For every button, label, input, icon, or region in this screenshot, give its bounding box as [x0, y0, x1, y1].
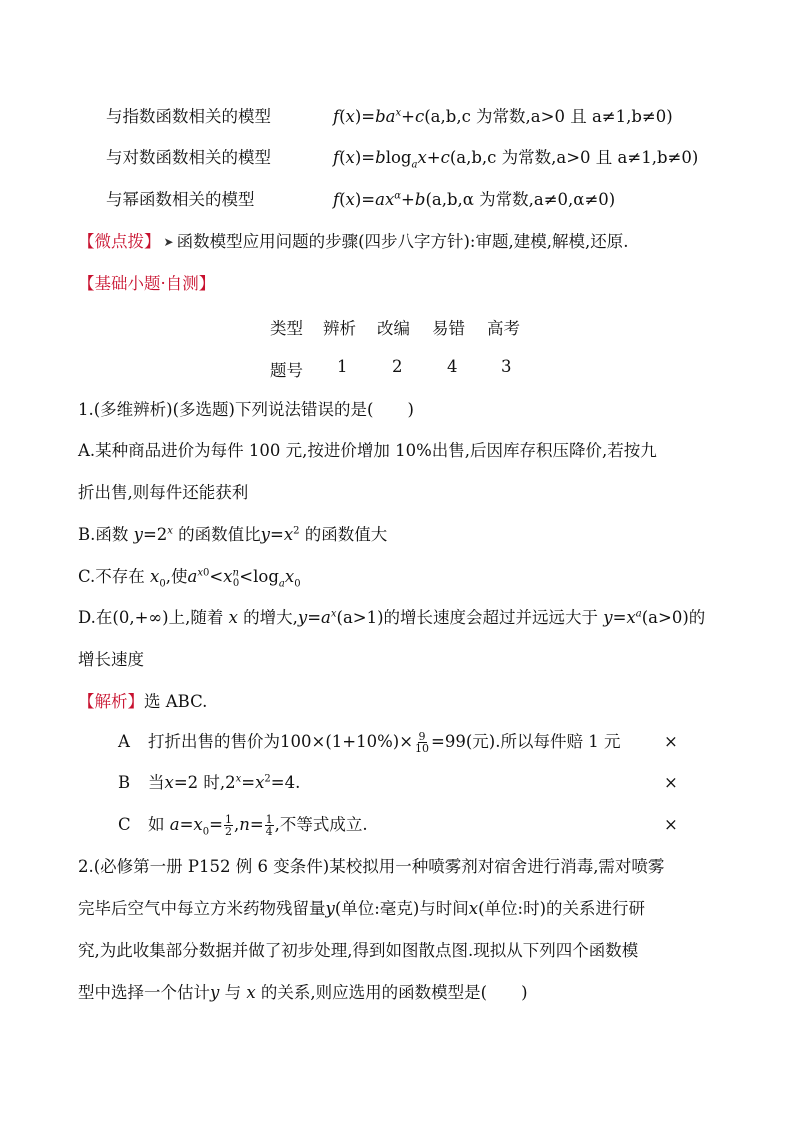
- fraction: $\frac{1}{4}$: [265, 813, 273, 838]
- basics-header-cell: 易错: [432, 319, 465, 338]
- q1-option-a-line1: A.某种商品进价为每件 100 元,按进价增加 10%出售,后因库存积压降价,若按九: [78, 441, 657, 460]
- basics-row-label: 题号: [270, 361, 303, 380]
- analysis-line: [78, 691, 207, 713]
- q1-option-a-line2: 折出售,则每件还能获利: [78, 483, 249, 502]
- q2-line3: 究,为此收集部分数据并做了初步处理,得到如图散点图.现拟从下列四个函数模: [78, 941, 639, 960]
- fraction: $\frac{9}{10}$: [415, 730, 430, 755]
- basics-header-cell: 高考: [487, 319, 520, 338]
- fraction: $\frac{1}{2}$: [224, 813, 232, 838]
- play-arrow-icon: ➤: [163, 235, 174, 249]
- q2-line1: 2.(必修第一册 P152 例 6 变条件)某校拟用一种喷雾剂对宿舍进行消毒,需对喷雾: [78, 857, 665, 876]
- model-exp-formula: $f(x)=ba^x+c(a,b,c$ 为常数,a>0 且 a≠1,b≠0): [333, 107, 673, 126]
- q2-line4: 型中选择一个估计y 与 x 的关系,则应选用的函数模型是( ): [78, 983, 528, 1002]
- analysis-mark-a: ×: [664, 732, 678, 751]
- analysis-mark-b: ×: [664, 773, 678, 792]
- model-log-condition: (a,b,c 为常数,a>0 且 a≠1,b≠0): [449, 148, 699, 167]
- q1-option-d-line1: D.在(0,+∞)上,随着 x 的增大$,y=a^x(a>1)$的增长速度会超过并远远大于 $y=x^a(a>0)$的: [78, 608, 706, 627]
- basics-header-cell: 类型: [270, 319, 303, 338]
- model-log-formula: f(x)=blog$_a$x+c(a,b,c 为常数,a>0 且 a≠1,b≠0): [333, 148, 699, 171]
- analysis-answer: 选 ABC.: [144, 692, 208, 711]
- analysis-mark-c: ×: [664, 815, 678, 834]
- model-exp-condition: (a,b,c 为常数,a>0 且 a≠1,b≠0): [424, 107, 673, 126]
- model-pow-name: 与幂函数相关的模型: [106, 190, 255, 209]
- q1-option-c: C.不存在 $x_0$,使$a^{x0}<x^n_0<\log_ax_0$: [78, 567, 301, 590]
- tip-label: 【微点拨】: [78, 232, 161, 251]
- q2-line2: 完毕后空气中每立方米药物残留量y(单位:毫克)与时间x(单位:时)的关系进行研: [78, 899, 646, 918]
- model-pow-formula: $f(x)=ax^\alpha+b(a,b,\alpha$ 为常数,a≠0,α≠0): [333, 190, 616, 209]
- q1-option-b: B.函数 $y=2^x$ 的函数值比$y=x^2$ 的函数值大: [78, 525, 388, 544]
- basics-header-cell: 辨析: [323, 319, 356, 338]
- tip-line: [78, 231, 628, 253]
- q1-option-d-line2: 增长速度: [78, 650, 144, 669]
- model-log-name: 与对数函数相关的模型: [106, 148, 271, 167]
- basics-header-cell: 改编: [377, 319, 410, 338]
- analysis-row-c: C 如 $a=x_0=$ $\frac{1}{2}$ ,n= $\frac{1}{4}$ ,不等式成立.: [118, 813, 368, 838]
- basics-cell: 1: [337, 357, 348, 376]
- q1-stem: 1.(多维辨析)(多选题)下列说法错误的是( ): [78, 400, 414, 419]
- tip-text: 函数模型应用问题的步骤(四步八字方针):审题,建模,解模,还原.: [176, 232, 629, 251]
- basics-cell: 3: [501, 357, 512, 376]
- basics-cell: 2: [392, 357, 403, 376]
- basics-label: 【基础小题·自测】: [78, 274, 216, 293]
- analysis-label: 【解析】: [78, 692, 144, 711]
- analysis-row-a: A 打折出售的售价为100×(1+10%)× $\frac{9}{10}$ =99(元).所以每件赔 1 元: [118, 730, 621, 755]
- model-pow-condition: (a,b,α 为常数,a≠0,α≠0): [425, 190, 616, 209]
- basics-cell: 4: [447, 357, 458, 376]
- model-exp-name: 与指数函数相关的模型: [106, 107, 271, 126]
- analysis-row-b: B 当x=2 时$,2^x=x^2=4$.: [118, 773, 301, 792]
